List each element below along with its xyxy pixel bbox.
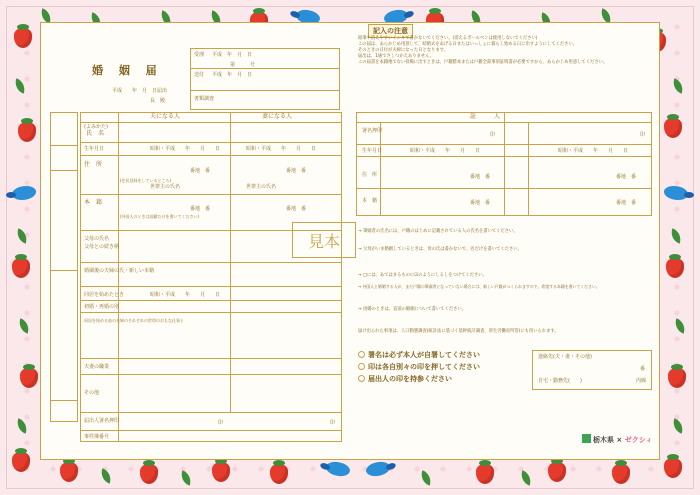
row-parents-sublabel: 父母との続き柄 [84, 244, 120, 250]
check-item: 印は各自別々の印を押してください [358, 362, 480, 372]
received-date: 平成 年 月 日 [212, 52, 253, 58]
circle-icon [358, 375, 365, 382]
side-note: → 再婚のときは、直前の婚姻について書いてください。 [358, 307, 467, 312]
notice-line: この届書を本籍地でない役場に出すときは、戸籍謄本または戸籍全部事項証明書が必要ですから、あらかじめ用意してください。 [358, 60, 608, 65]
side-note: → 父母がいま婚姻しているときは、母の氏は書かないで、名だけを書いてください。 [358, 247, 522, 252]
notice-title: 記入の注意 [368, 24, 413, 38]
check-item: 署名は必ず本人が自署してください [358, 350, 480, 360]
column-wife: 妻になる人 [262, 113, 293, 120]
witness-address-label: 住 所 [362, 172, 378, 178]
row-address-sublabel: (住民登録をしているところ) [120, 178, 172, 183]
witness2-seal[interactable]: 印 [640, 132, 646, 138]
check-item: 届出人の印を持参ください [358, 374, 452, 384]
side-note: → 外国人と婚姻する人が、まだ戸籍の筆頭者となっていない場合には、新しい戸籍がつくられますので、希望する本籍を書いてください。 [358, 284, 600, 289]
no-label: 第 号 [230, 62, 256, 68]
row-parents-label: 父母の氏名 [84, 236, 110, 242]
contact-title: 連絡先(夫・妻・その他) [538, 354, 592, 360]
contact-house: 番 [640, 366, 646, 372]
submit-date[interactable]: 平成 年 月 日届出 [112, 88, 168, 94]
witness1-house[interactable]: 番地 番 [470, 174, 491, 180]
prefecture-name: 栃木県 [593, 436, 614, 444]
side-note: 届け出られた事項は、人口動態調査(統計法に基づく基幹統計調査、厚生労働省所管)にも用いられます。 [358, 329, 559, 334]
row-name-label: 氏 名 [86, 130, 105, 137]
circle-icon [358, 351, 365, 358]
sponsor-logo: 栃木県 × ゼクシィ [582, 434, 652, 445]
wife-birthdate[interactable]: 昭和・平成 年 月 日 [246, 146, 317, 152]
husband-domicile-house[interactable]: 番地 番 [190, 206, 211, 212]
notice-line: そのときの日付が夫婦になった日となります。 [358, 48, 448, 53]
household-head-h: 世帯主の氏名 [150, 184, 181, 190]
doc-investigation: 書類調査 [194, 96, 215, 102]
row-name-sublabel: (よみかた) [84, 124, 108, 130]
husband-birthdate[interactable]: 昭和・平成 年 月 日 [150, 146, 221, 152]
contact-home[interactable]: 自宅・勤務先( ) [538, 378, 582, 384]
notice-line: 鉛筆や消えやすいインキで書かないでください。(消えるボールペンは使用しないでください) [358, 36, 538, 41]
sent-date: 平成 年 月 日 [212, 72, 253, 78]
husband-seal[interactable]: 印 [218, 420, 224, 426]
brand-name: ゼクシィ [624, 436, 653, 444]
circle-icon [358, 363, 365, 370]
row-address-label: 住 所 [84, 161, 103, 168]
wife-seal[interactable]: 印 [330, 420, 336, 426]
row-signature-label: 届出人署名押印 [84, 418, 120, 424]
witness-birthdate-label: 生年月日 [362, 148, 383, 154]
husband-house-no[interactable]: 番地 番 [190, 168, 211, 174]
notice-body [358, 36, 658, 66]
row-cohabitation-label: 同居を始めたとき [84, 292, 125, 298]
to-label: 長 殿 [150, 98, 166, 104]
notice-line: 届出は、1通でさしつかえありません。 [358, 54, 435, 59]
row-household-work-label: 同居を始める前の夫婦のそれぞれの世帯のおもな仕事と [84, 318, 184, 323]
left-admin-column [50, 112, 78, 422]
row-other-label: その他 [84, 390, 100, 396]
witness1-dom-house[interactable]: 番地 番 [470, 200, 491, 206]
notice-line: この届は、あらかじめ用意して、結婚式をあげる日またはいっしょに暮らし始める日に出すようにしてください。 [358, 42, 578, 47]
witness2-birthdate[interactable]: 昭和・平成 年 月 日 [558, 148, 629, 154]
row-case-number-label: 事件簿番号 [84, 434, 110, 440]
witness-domicile-label: 本 籍 [362, 198, 378, 204]
household-head-w: 世帯主の氏名 [246, 184, 277, 190]
sample-stamp: 見本 [292, 222, 356, 258]
witness1-seal[interactable]: 印 [490, 132, 496, 138]
row-marriage-surname-label: 婚姻後の夫婦の氏・新しい本籍 [84, 268, 155, 274]
wife-domicile-house[interactable]: 番地 番 [286, 206, 307, 212]
side-note: → □には、あてはまるものに☑のようにしるしをつけてください。 [358, 273, 487, 278]
row-first-marriage-label: 初婚・再婚の別 [84, 304, 120, 310]
witness-signature-label: 署名押印 [362, 128, 383, 134]
row-occupation-label: 夫妻の職業 [84, 364, 110, 370]
witness1-birthdate[interactable]: 昭和・平成 年 月 日 [410, 148, 481, 154]
received-label: 受理 [194, 52, 205, 58]
column-husband: 夫になる人 [150, 113, 181, 120]
witness2-dom-house[interactable]: 番地 番 [616, 200, 637, 206]
row-birthdate-label: 生年月日 [84, 146, 105, 152]
side-note: → 筆頭者の氏名には、戸籍のはじめに記載されている人の氏名を書いてください。 [358, 229, 518, 234]
tochigi-logo-icon [582, 434, 591, 443]
main-table [80, 112, 342, 442]
contact-ext: 内線 [636, 378, 647, 384]
wife-house-no[interactable]: 番地 番 [286, 168, 307, 174]
cohabitation-date[interactable]: 昭和・平成 年 月 日 [150, 292, 221, 298]
row-domicile-label: 本 籍 [84, 199, 103, 206]
row-domicile-sublabel: (外国人のときは国籍だけを書いてください) [120, 214, 200, 219]
witness-title: 証 人 [470, 113, 501, 120]
witness2-house[interactable]: 番地 番 [616, 174, 637, 180]
form-title: 婚 姻 届 [92, 64, 163, 77]
sent-label: 送付 [194, 72, 205, 78]
